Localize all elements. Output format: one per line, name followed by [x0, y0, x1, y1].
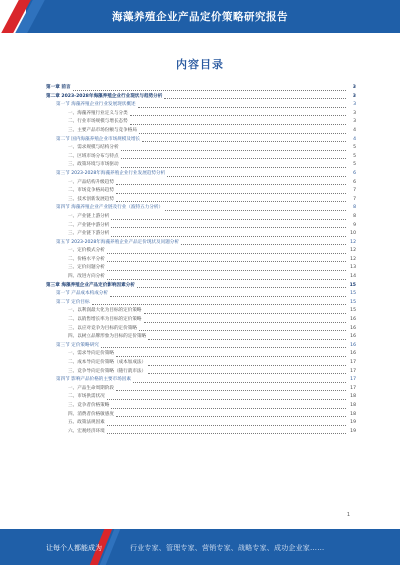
toc-entry[interactable] [46, 385, 356, 394]
toc-leader-dots [107, 270, 346, 271]
footer-expert-list: 行业专家、管理专家、营销专家、战略专家、成功企业家…… [130, 544, 325, 552]
toc-leader-dots [107, 399, 346, 400]
toc-leader-dots [111, 408, 346, 409]
toc-entry-page: 7 [353, 188, 356, 194]
toc-leader-dots [111, 219, 346, 220]
toc-leader-dots [121, 158, 346, 159]
toc-entry-page: 3 [352, 85, 356, 90]
toc-entry-label: 一、定价模式分析 [68, 248, 105, 254]
toc-entry-label: 二、市场竞争格局趋势 [68, 188, 114, 194]
toc-entry-page: 12 [350, 256, 356, 262]
toc-leader-dots [130, 115, 346, 116]
toc-entry-label: 二、以销售增长率为目标的定价策略 [68, 317, 142, 323]
toc-entry-label: 第一节 产品成本构成分析 [56, 291, 108, 297]
toc-leader-dots [133, 382, 346, 383]
toc-entry-page: 17 [350, 385, 356, 391]
toc-entry-label: 一、产品生命周期阶段 [68, 385, 114, 391]
toc-leader-dots [121, 167, 346, 168]
toc-entry[interactable] [46, 222, 356, 231]
toc-leader-dots [130, 124, 346, 125]
toc-entry-label: 二、区域市场分布与特点 [68, 153, 119, 159]
toc-entry[interactable] [46, 307, 356, 316]
toc-entry-page: 5 [353, 145, 356, 151]
toc-entry-page: 18 [350, 411, 356, 417]
toc-leader-dots [107, 253, 346, 254]
toc-entry[interactable] [46, 230, 356, 239]
toc-entry-label: 二、行业市场规模与增长态势 [68, 119, 128, 125]
toc-entry-page: 7 [353, 196, 356, 202]
toc-entry-label: 第三节 定价策略研究 [56, 342, 99, 348]
toc-entry[interactable] [46, 350, 356, 359]
toc-entry-page: 4 [353, 127, 356, 133]
toc-entry-label: 二、市场供需状况 [68, 394, 105, 400]
toc-entry[interactable] [46, 239, 356, 248]
toc-entry[interactable] [46, 101, 356, 110]
toc-entry[interactable] [46, 333, 356, 342]
toc-entry-page: 3 [353, 119, 356, 125]
toc-entry-page: 6 [353, 170, 356, 176]
toc-entry-label: 二、成本导向定价策略（成本加成法） [68, 360, 147, 365]
toc-entry-page: 8 [353, 205, 356, 211]
toc-entry-page: 13 [350, 265, 356, 271]
toc-entry-label: 三、竞争导向定价策略（随行就市法） [68, 368, 147, 374]
toc-leader-dots [111, 227, 346, 228]
toc-leader-dots [107, 261, 346, 262]
toc-leader-dots [148, 373, 346, 374]
toc-entry[interactable] [46, 402, 356, 411]
toc-entry[interactable] [46, 316, 356, 325]
toc-leader-dots [144, 322, 346, 323]
toc-leader-dots [101, 347, 346, 348]
toc-leader-dots [137, 287, 346, 288]
toc-entry-label: 二、价格水平分析 [68, 256, 105, 262]
toc-entry-page: 3 [352, 93, 356, 99]
toc-entry-page: 18 [350, 394, 356, 400]
toc-leader-dots [164, 98, 346, 99]
toc-entry-page: 16 [350, 317, 356, 323]
toc-entry-label: 一、以利润最大化为目标的定价策略 [68, 308, 142, 314]
toc-entry[interactable] [46, 204, 356, 213]
toc-entry-page: 3 [353, 110, 356, 116]
toc-entry[interactable] [46, 393, 356, 402]
toc-entry[interactable] [46, 161, 356, 170]
toc-entry[interactable] [46, 84, 356, 93]
toc-leader-dots [116, 193, 346, 194]
toc-entry[interactable] [46, 256, 356, 265]
toc-entry[interactable] [46, 419, 356, 428]
toc-entry[interactable] [46, 247, 356, 256]
toc-entry[interactable] [46, 179, 356, 188]
toc-entry-page: 10 [350, 231, 356, 237]
toc-leader-dots [110, 296, 346, 297]
toc-entry-label: 一、需求规模与结构分析 [68, 145, 119, 151]
toc-entry[interactable] [46, 273, 356, 282]
toc-entry-label: 五、政策法规因素 [68, 420, 105, 426]
toc-entry-label: 第四节 海藻养殖企业产业链及行业（波特五力分析） [56, 205, 164, 211]
toc-entry-page: 4 [353, 136, 356, 142]
toc-entry-page: 15 [349, 282, 356, 288]
toc-entry-page: 12 [350, 239, 356, 245]
report-title: 海藻养殖企业产品定价策略研究报告 [112, 11, 288, 23]
toc-entry-page: 3 [353, 102, 356, 108]
toc-entry[interactable] [46, 170, 356, 179]
report-footer-bar [0, 529, 400, 565]
toc-entry-page: 17 [350, 360, 356, 365]
toc-leader-dots [92, 304, 346, 305]
toc-entry-page: 15 [350, 308, 356, 314]
toc-leader-dots [167, 176, 346, 177]
toc-leader-dots [111, 236, 346, 237]
toc-entry-label: 三、政策环境与市场驱动 [68, 162, 119, 168]
page-number: 1 [346, 512, 350, 518]
toc-entry-label: 一、产品结构升级趋势 [68, 179, 114, 185]
toc-entry[interactable] [46, 299, 356, 308]
toc-leader-dots [139, 133, 346, 134]
toc-entry[interactable] [46, 93, 356, 102]
toc-leader-dots [121, 150, 346, 151]
toc-entry-page: 14 [350, 274, 356, 280]
toc-entry[interactable] [46, 428, 356, 437]
toc-entry[interactable] [46, 136, 356, 145]
toc-entry-page: 5 [353, 162, 356, 168]
footer-slogan: 让每个人都能成为 [46, 544, 102, 552]
toc-entry-label: 一、产业链上游分析 [68, 213, 110, 219]
toc-entry[interactable] [46, 376, 356, 385]
toc-entry[interactable] [46, 282, 356, 291]
toc-entry-page: 5 [353, 153, 356, 159]
toc-entry-page: 15 [350, 291, 356, 297]
toc-entry-label: 三、技术创新发展趋势 [68, 196, 114, 202]
toc-leader-dots [116, 356, 346, 357]
toc-entry-label: 三、产业链下游分析 [68, 231, 110, 237]
toc-entry-label: 三、竞争者价格策略 [68, 402, 110, 408]
toc-entry-page: 16 [350, 342, 356, 348]
toc-entry[interactable] [46, 342, 356, 351]
report-header-bar [0, 0, 400, 33]
toc-entry-page: 6 [353, 179, 356, 185]
toc-entry[interactable] [46, 411, 356, 420]
toc-entry-page: 17 [350, 368, 356, 374]
toc-leader-dots [107, 425, 346, 426]
toc-entry-page: 8 [353, 213, 356, 219]
toc-entry-label: 三、以应对竞争为目标的定价策略 [68, 325, 137, 331]
toc-leader-dots [148, 365, 346, 366]
toc-leader-dots [116, 390, 346, 391]
toc-entry-label: 四、消费者价格敏感度 [68, 411, 114, 417]
toc-leader-dots [116, 416, 346, 417]
toc-entry-label: 一、海藻养殖行业定义与分类 [68, 110, 128, 116]
toc-leader-dots [116, 201, 346, 202]
toc-entry-label: 第二节 国内海藻养殖企业市场规模及增长 [56, 136, 141, 142]
toc-entry-label: 四、改进方向分析 [68, 274, 105, 280]
toc-leader-dots [107, 279, 346, 280]
toc-entry-label: 四、以树立品牌形象为目标的定价策略 [68, 334, 147, 340]
toc-leader-dots [165, 210, 346, 211]
toc-entry-page: 19 [350, 420, 356, 426]
toc-entry[interactable] [46, 127, 356, 136]
toc-entry-label: 第四节 影响产品价格的主要市场因素 [56, 377, 131, 383]
toc-entry-label: 第一章 前言 [46, 85, 71, 90]
toc-entry[interactable] [46, 368, 356, 377]
toc-entry-page: 15 [350, 299, 356, 305]
toc-leader-dots [181, 244, 346, 245]
toc-entry-page: 16 [350, 334, 356, 340]
toc-entry-label: 第二节 定价目标 [56, 299, 90, 305]
toc-leader-dots [116, 184, 346, 185]
toc-entry-page: 16 [350, 351, 356, 357]
table-of-contents [46, 84, 356, 436]
toc-entry[interactable] [46, 110, 356, 119]
toc-entry[interactable] [46, 118, 356, 127]
toc-entry-label: 第一节 海藻养殖企业行业发展现状概述 [56, 102, 136, 108]
toc-entry-label: 第二章 2023-2028年海藻养殖企业行业现状与趋势分析 [46, 93, 163, 99]
toc-entry-page: 17 [350, 377, 356, 383]
toc-entry-label: 六、宏观经济环境 [68, 428, 105, 434]
toc-heading: 内容目录 [176, 58, 224, 71]
toc-entry-page: 19 [350, 428, 356, 434]
toc-entry-page: 12 [350, 248, 356, 254]
toc-entry[interactable] [46, 196, 356, 205]
toc-entry-page: 9 [353, 222, 356, 228]
toc-leader-dots [144, 313, 346, 314]
toc-entry-label: 一、需求导向定价策略 [68, 351, 114, 357]
toc-leader-dots [107, 433, 346, 434]
toc-entry[interactable] [46, 325, 356, 334]
toc-entry[interactable] [46, 359, 356, 368]
toc-entry[interactable] [46, 153, 356, 162]
toc-leader-dots [148, 339, 346, 340]
toc-entry[interactable] [46, 144, 356, 153]
toc-leader-dots [139, 330, 346, 331]
toc-entry[interactable] [46, 290, 356, 299]
toc-leader-dots [142, 141, 346, 142]
toc-leader-dots [73, 90, 346, 91]
toc-entry-label: 第五节 2023-2028年海藻养殖企业产品定价现状及问题分析 [56, 239, 179, 245]
toc-entry-label: 三、定价问题分析 [68, 265, 105, 271]
toc-leader-dots [138, 107, 346, 108]
toc-entry[interactable] [46, 187, 356, 196]
toc-entry-page: 18 [350, 402, 356, 408]
toc-entry[interactable] [46, 213, 356, 222]
toc-entry-label: 三、主要产品市场份额与竞争格局 [68, 127, 137, 133]
toc-entry-label: 第三章 海藻养殖企业产品定价影响因素分析 [46, 282, 135, 288]
toc-entry-label: 二、产业链中游分析 [68, 222, 110, 228]
toc-entry-label: 第三节 2023-2028年海藻养殖企业行业发展趋势分析 [56, 170, 166, 176]
toc-entry-page: 16 [350, 325, 356, 331]
toc-entry[interactable] [46, 264, 356, 273]
